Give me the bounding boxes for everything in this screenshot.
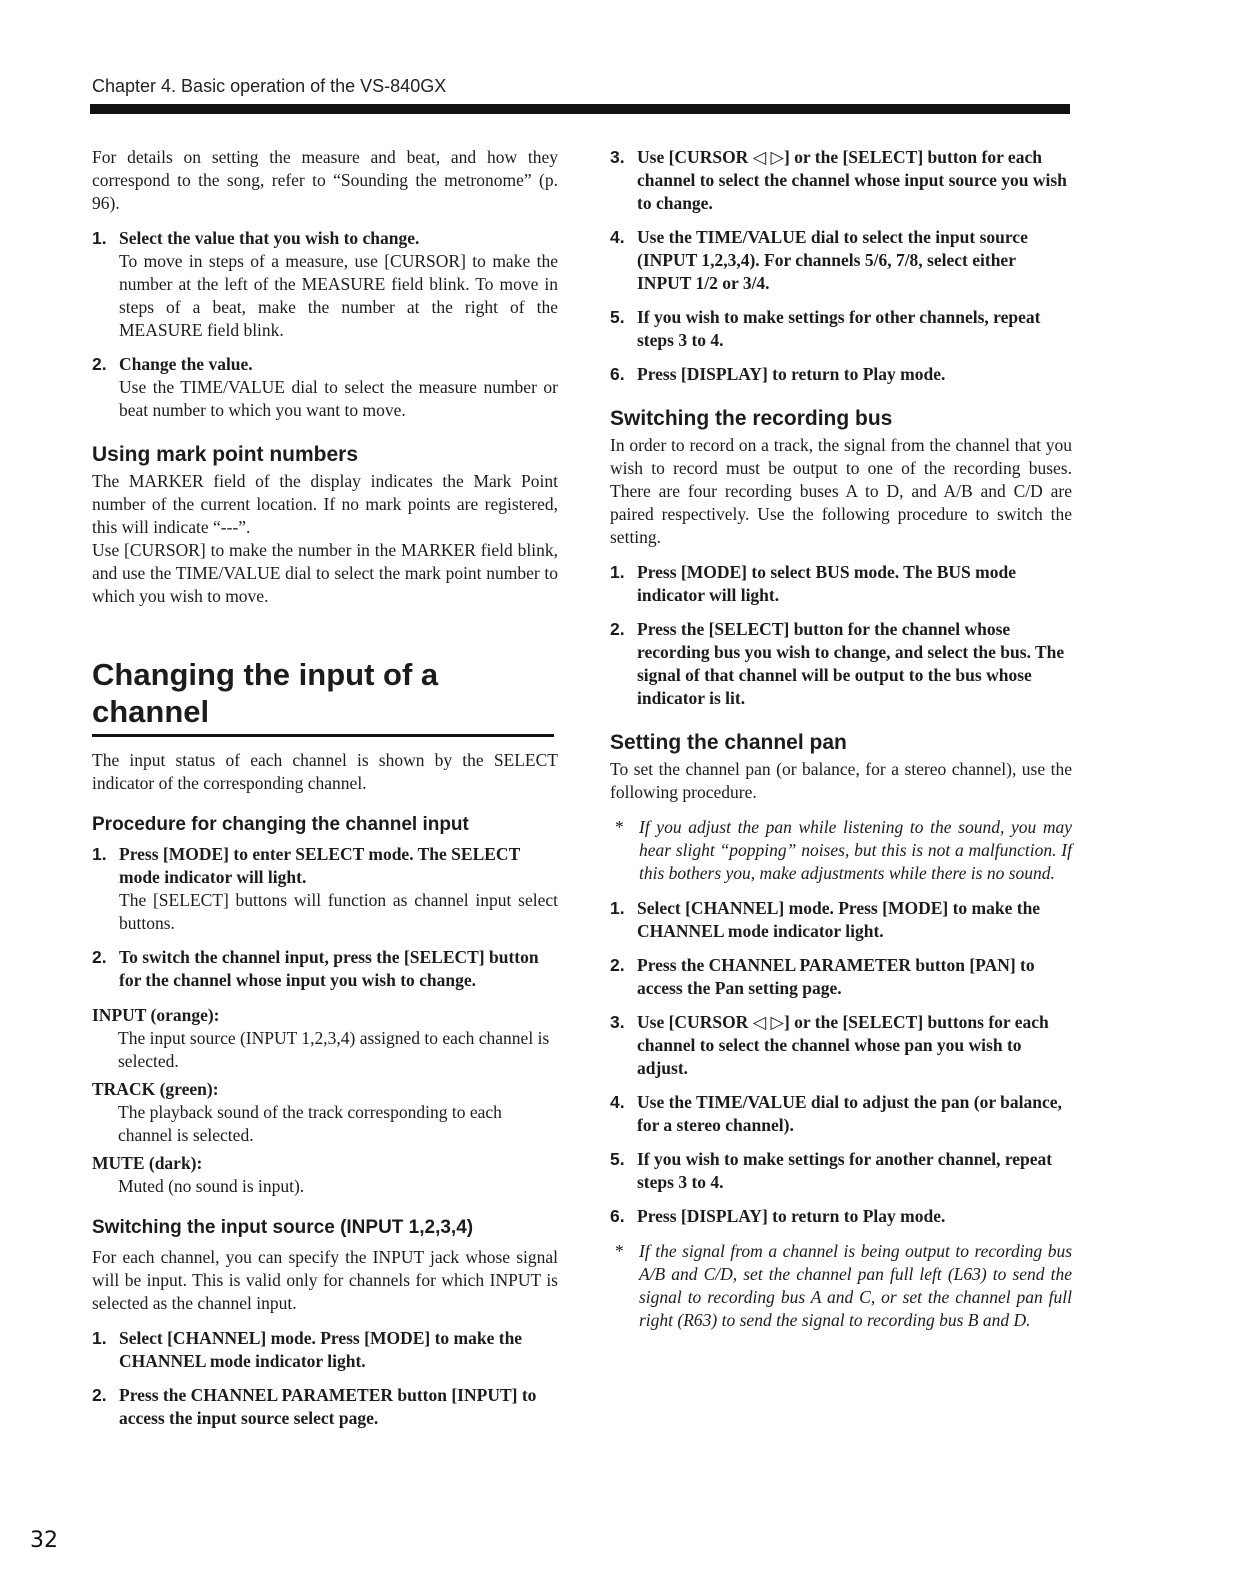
step-number: 1. — [610, 562, 625, 582]
input-source-paragraph: For each channel, you can specify the INPUT jack whose signal will be input. This is valid only for channels for which INPUT is selected as the channel input. — [92, 1247, 558, 1313]
step-number: 2. — [92, 1385, 107, 1405]
step-item — [92, 1327, 558, 1373]
step-title: Press [DISPLAY] to return to Play mode. — [637, 1206, 946, 1226]
channel-input-steps — [92, 843, 558, 992]
page-number: 32 — [30, 1528, 58, 1553]
step-item — [610, 618, 1072, 710]
step-number: 3. — [610, 147, 625, 167]
step-number: 6. — [610, 364, 625, 384]
step-number: 5. — [610, 307, 625, 327]
step-item — [610, 363, 1072, 386]
step-item — [92, 1384, 558, 1430]
step-title: If you wish to make settings for other channels, repeat steps 3 to 4. — [637, 307, 1041, 350]
recording-bus-heading: Switching the recording bus — [610, 407, 893, 430]
section-intro: The input status of each channel is shown by the SELECT indicator of the corresponding channel. — [92, 750, 558, 793]
step-title: Press the CHANNEL PARAMETER button [PAN] to access the Pan setting page. — [637, 955, 1035, 998]
step-number: 3. — [610, 1012, 625, 1032]
step-number: 4. — [610, 1092, 625, 1112]
right-column — [610, 146, 1072, 1344]
step-title: Select [CHANNEL] mode. Press [MODE] to make the CHANNEL mode indicator light. — [637, 898, 1041, 941]
step-title: To switch the channel input, press the [SELECT] button for the channel whose input you wish to change. — [119, 947, 539, 990]
recording-bus-note — [610, 1240, 1072, 1332]
channel-pan-paragraph: To set the channel pan (or balance, for a stereo channel), use the following procedure. — [610, 759, 1072, 802]
step-title: Press the CHANNEL PARAMETER button [INPUT] to access the input source select page. — [119, 1385, 537, 1428]
definition-term: INPUT (orange): — [92, 1005, 220, 1025]
mark-point-paragraph: The MARKER field of the display indicates the Mark Point number of the current location. If no mark points are registered, this will indicate “---”. — [92, 471, 558, 537]
asterisk-icon: * — [615, 1241, 624, 1261]
input-source-steps-continued — [610, 146, 1072, 386]
step-item — [610, 897, 1072, 943]
input-source-heading: Switching the input source (INPUT 1,2,3,4) — [92, 1217, 474, 1238]
channel-pan-heading: Setting the channel pan — [610, 731, 847, 754]
step-title: Press [DISPLAY] to return to Play mode. — [637, 364, 946, 384]
step-title: If you wish to make settings for another channel, repeat steps 3 to 4. — [637, 1149, 1053, 1192]
step-title: Use the TIME/VALUE dial to adjust the pan (or balance, for a stereo channel). — [637, 1092, 1062, 1135]
step-number: 2. — [92, 354, 107, 374]
input-source-steps — [92, 1327, 558, 1430]
step-number: 2. — [610, 955, 625, 975]
step-title: Select [CHANNEL] mode. Press [MODE] to make the CHANNEL mode indicator light. — [119, 1328, 523, 1371]
step-number: 1. — [92, 228, 107, 248]
step-number: 2. — [92, 947, 107, 967]
input-definitions — [92, 1004, 558, 1198]
step-item — [92, 227, 558, 342]
definition-term: TRACK (green): — [92, 1079, 219, 1099]
step-title: Press [MODE] to select BUS mode. The BUS mode indicator will light. — [637, 562, 1016, 605]
step-title: Use the TIME/VALUE dial to select the input source (INPUT 1,2,3,4). For channels 5/6, 7/8, select either INPUT 1/2 or 3/4. — [637, 227, 1028, 293]
section-title: Changing the input of a channel — [92, 656, 554, 737]
pan-note-text: If you adjust the pan while listening to the sound, you may hear slight “popping” noises, but this is not a malfunction. If this bothers you, make adjustments while there is no sound. — [639, 817, 1072, 883]
step-item — [92, 843, 558, 935]
step-body: To move in steps of a measure, use [CURSOR] to make the number at the left of the MEASURE field blink. To move in steps of a beat, make the number at the right of the MEASURE field blink. — [119, 251, 558, 340]
step-number: 5. — [610, 1149, 625, 1169]
step-item — [610, 1091, 1072, 1137]
step-number: 1. — [610, 898, 625, 918]
step-number: 1. — [92, 844, 107, 864]
step-body: The [SELECT] buttons will function as channel input select buttons. — [119, 890, 558, 933]
definition-description: The input source (INPUT 1,2,3,4) assigned to each channel is selected. — [118, 1028, 550, 1071]
step-item — [610, 1205, 1072, 1228]
step-item — [92, 946, 558, 992]
step-body: Use the TIME/VALUE dial to select the measure number or beat number to which you want to move. — [119, 377, 558, 420]
step-title: Select the value that you wish to change. — [119, 228, 420, 248]
recording-bus-paragraph: In order to record on a track, the signal from the channel that you wish to record must be output to one of the recording buses. There are four recording buses A to D, and A/B and C/D are paired respectively. Use the following procedure to switch the setting. — [610, 435, 1072, 547]
step-item — [610, 1148, 1072, 1194]
step-title: Change the value. — [119, 354, 253, 374]
step-number: 6. — [610, 1206, 625, 1226]
mark-point-paragraph-2: Use [CURSOR] to make the number in the MARKER field blink, and use the TIME/VALUE dial to select the mark point number to which you wish to move. — [92, 540, 558, 606]
measure-steps — [92, 227, 558, 422]
step-item — [610, 226, 1072, 295]
step-item — [610, 561, 1072, 607]
definition-description: Muted (no sound is input). — [118, 1176, 305, 1196]
step-title: Press the [SELECT] button for the channel whose recording bus you wish to change, and select the bus. The signal of that channel will be output to the bus whose indicator is lit. — [637, 619, 1065, 708]
step-item — [610, 306, 1072, 352]
chapter-header: Chapter 4. Basic operation of the VS-840GX — [92, 76, 447, 96]
channel-pan-steps — [610, 897, 1072, 1228]
procedure-heading: Procedure for changing the channel input — [92, 814, 469, 835]
step-item — [610, 1011, 1072, 1080]
step-item — [92, 353, 558, 422]
header-rule — [90, 104, 1070, 114]
step-number: 4. — [610, 227, 625, 247]
step-title: Press [MODE] to enter SELECT mode. The SELECT mode indicator will light. — [119, 844, 520, 887]
step-number: 1. — [92, 1328, 107, 1348]
definition-term: MUTE (dark): — [92, 1153, 203, 1173]
definition-description: The playback sound of the track corresponding to each channel is selected. — [118, 1102, 502, 1145]
step-item — [610, 954, 1072, 1000]
step-number: 2. — [610, 619, 625, 639]
step-item — [610, 146, 1072, 215]
left-column — [92, 146, 558, 1442]
intro-paragraph: For details on setting the measure and beat, and how they correspond to the song, refer to “Sounding the metronome” (p. 96). — [92, 147, 558, 213]
recording-bus-steps — [610, 561, 1072, 710]
step-title: Use [CURSOR ◁ ▷] or the [SELECT] button for each channel to select the channel whose input source you wish to change. — [637, 147, 1067, 213]
mark-point-heading: Using mark point numbers — [92, 443, 359, 466]
pan-note — [610, 816, 1072, 885]
recording-bus-note-text: If the signal from a channel is being output to recording bus A/B and C/D, set the channel pan full left (L63) to send the signal to recording bus A and C, or set the channel pan full right (R63) to send the signal to recording bus B and D. — [639, 1241, 1072, 1330]
step-title: Use [CURSOR ◁ ▷] or the [SELECT] buttons for each channel to select the channel whose pan you wish to adjust. — [637, 1012, 1049, 1078]
asterisk-icon: * — [615, 817, 624, 837]
